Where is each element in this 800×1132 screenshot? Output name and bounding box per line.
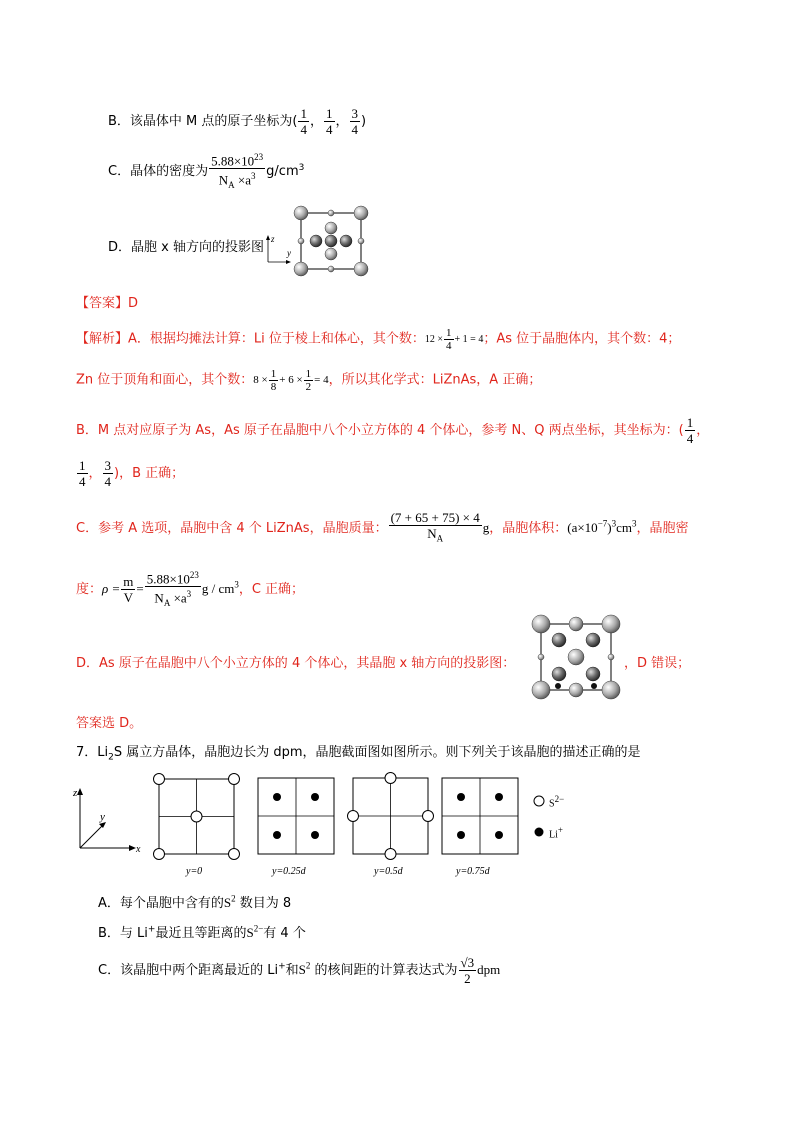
option-c-text: C．晶体的密度为 (108, 164, 209, 180)
option-b-prev: B．该晶体中 M 点的原子坐标为( $\frac{1}{4}$ ， $\frac{1}{4}$ ， $\frac{3}{4}$ ) (108, 106, 367, 137)
analysis-line-a2: Zn 位于顶角和面心，其个数：8 × $\frac{1}{8}$ + 6 × $\frac{1}{2}$ = 4，所以其化学式：LiZnAs，A 正确； (76, 368, 542, 393)
legend-li-symbol (532, 825, 546, 839)
section-label-y075: y=0.75d (456, 866, 490, 877)
density-expression-fraction: $\frac{5.88\times 10^{23}}{N_A \times a^3}$ (146, 570, 199, 609)
b-fraction-2: $\frac{1}{4}$ (79, 458, 86, 489)
li-count-formula: 12 × $\frac{1}{4}$ + 1 = 4 (424, 327, 484, 352)
cell-volume-expr: $(a\times 10^{-7})^3cm^3$ (567, 518, 637, 535)
b-fraction-1: $\frac{1}{4}$ (686, 415, 694, 446)
q7-option-a: A．每个晶胞中含有的$S^2$ 数目为 8 (98, 893, 292, 911)
distance-fraction: $\frac{√3}{2}$ (460, 955, 475, 986)
analysis-line-c: C．参考 A 选项，晶胞中含 4 个 LiZnAs，晶胞质量： $\frac{(7 + 65 + 75) \times 4}{N_A}$ g，晶胞体积：$(a\times 10^{-7})^3cm^3$，晶胞密 (76, 510, 689, 547)
section-y05 (344, 772, 436, 864)
conclusion-line: 答案选 D。 (76, 716, 143, 731)
q7-stem: 7．$Li_2S$ 属立方晶体，晶胞边长为 dpm，晶胞截面图如图所示。则下列关于该晶胞的描述正确的是 (76, 745, 641, 763)
q7-axis (70, 780, 146, 856)
cell-mass-fraction: $\frac{(7 + 65 + 75) \times 4}{N_A}$ (390, 510, 480, 544)
q7-option-c: C．该晶胞中两个距离最近的 Li+和$S^2$ 的核间距的计算表达式为 $\frac{√3}{2}$ dpm (98, 955, 501, 986)
legend-s-symbol (532, 794, 546, 808)
analysis-line-a: 【解析】A．根据均摊法计算：Li 位于棱上和体心，其个数：12 × $\frac{1}{4}$ + 1 = 4；As 位于晶胞体内，其个数：4； (76, 327, 681, 352)
q7-axis-y: y (100, 811, 105, 823)
answer-label: 【答案】 (76, 296, 129, 311)
axis-y-label: y (287, 248, 291, 258)
m-over-v-fraction: $\frac{m}{V}$ (123, 574, 134, 606)
option-b-text: B．该晶体中 M 点的原子坐标为( (108, 114, 298, 129)
density-fraction: $\frac{5.88\times 10^{23}}{N_A \times a^3}$ (211, 152, 264, 191)
q7-axis-z: z (73, 787, 78, 799)
section-y075 (438, 772, 522, 864)
section-label-y025: y=0.25d (272, 866, 306, 877)
b-fraction-3: $\frac{3}{4}$ (104, 458, 112, 489)
projection-figure-analysis (528, 612, 624, 704)
analysis-label: 【解析】 (76, 331, 129, 347)
coord-fraction-2: $\frac{1}{4}$ (326, 106, 333, 137)
section-label-y05: y=0.5d (374, 866, 403, 877)
answer-line (76, 292, 138, 311)
answer-value: D (128, 296, 139, 311)
analysis-line-d: D．As 原子在晶胞中八个小立方体的 4 个体心，其晶胞 x 轴方向的投影图： (76, 656, 516, 671)
projection-figure-option-d (292, 204, 372, 280)
legend-li-label: Li+ (549, 825, 563, 841)
projection-axis-small (262, 232, 296, 268)
analysis-line-b: B．M 点对应原子为 As，As 原子在晶胞中八个小立方体的 4 个体心，参考 N、Q 两点坐标，其坐标为：( $\frac{1}{4}$ ， (76, 415, 710, 446)
axis-z-label: z (271, 234, 275, 244)
analysis-line-c2: 度：ρ = $\frac{m}{V}$ = $\frac{5.88\times 10^{23}}{N_A \times a^3}$ g / $cm^3$，C 正确； (76, 568, 304, 611)
analysis-line-d-end: ，D 错误； (624, 656, 691, 671)
legend-s-label: $S^{2-}$ (549, 794, 565, 810)
zn-count-formula: 8 × $\frac{1}{8}$ + 6 × $\frac{1}{2}$ = 4 (253, 368, 329, 393)
option-d-text: D．晶胞 x 轴方向的投影图 (108, 240, 264, 255)
option-d-prev (108, 236, 264, 255)
analysis-line-b2: $\frac{1}{4}$ ， $\frac{3}{4}$ )，B 正确； (79, 458, 185, 489)
q7-axis-x: x (136, 844, 141, 855)
section-y0 (152, 772, 242, 868)
section-label-y0: y=0 (186, 866, 203, 877)
q7-option-b: B．与 Li+最近且等距离的$S^{2-}$有 4 个 (98, 923, 306, 941)
option-c-prev: C．晶体的密度为 $\frac{5.88\times 10^{23}}{N_A \times a^3}$ $g/cm^3$ (108, 150, 304, 193)
coord-fraction-1: $\frac{1}{4}$ (300, 106, 307, 137)
coord-fraction-3: $\frac{3}{4}$ (351, 106, 359, 137)
section-y025 (254, 772, 338, 864)
